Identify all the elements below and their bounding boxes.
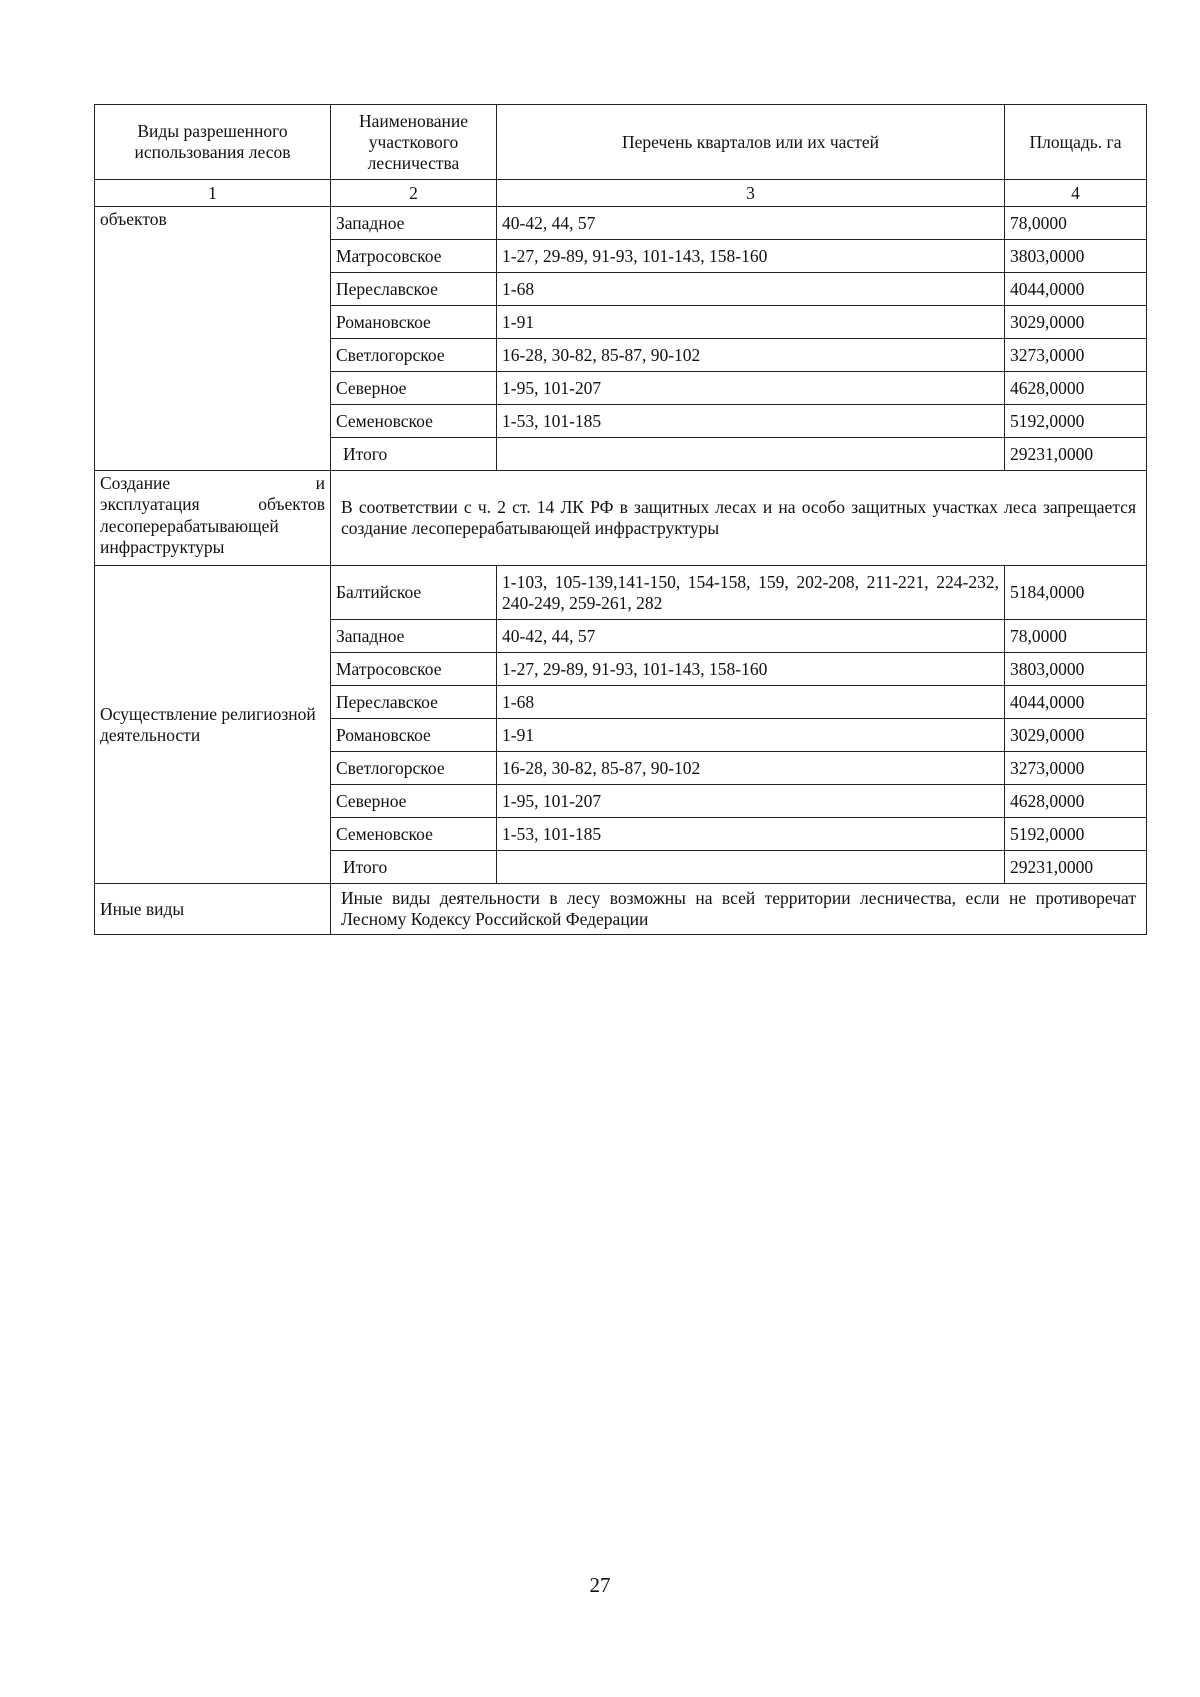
quarters-cell: 1-53, 101-185	[497, 405, 1005, 438]
table-header-row	[95, 105, 1147, 180]
forestry-cell: Балтийское	[331, 566, 497, 620]
table-row	[95, 207, 1147, 240]
header-forestry: Наименование участкового лесничества	[331, 105, 497, 180]
restriction-note: В соответствии с ч. 2 ст. 14 ЛК РФ в защитных лесах и на особо защитных участках леса запрещается создание лесоперерабатывающей инфраструктуры	[331, 471, 1147, 566]
use-type-cell: объектов	[95, 207, 331, 471]
forestry-cell: Северное	[331, 785, 497, 818]
forestry-cell: Матросовское	[331, 653, 497, 686]
quarters-cell: 1-27, 29-89, 91-93, 101-143, 158-160	[497, 240, 1005, 273]
area-cell: 3029,0000	[1005, 719, 1147, 752]
area-cell: 3273,0000	[1005, 752, 1147, 785]
column-number: 4	[1005, 180, 1147, 207]
area-cell: 4044,0000	[1005, 273, 1147, 306]
use-type-line: инфраструктуры	[100, 537, 225, 558]
table-row	[95, 884, 1147, 935]
total-label: Итого	[331, 438, 497, 471]
quarters-cell: 1-68	[497, 273, 1005, 306]
quarters-cell: 1-91	[497, 306, 1005, 339]
area-cell: 78,0000	[1005, 620, 1147, 653]
forestry-cell: Переславское	[331, 686, 497, 719]
area-cell: 3803,0000	[1005, 240, 1147, 273]
forest-use-table	[94, 104, 1147, 935]
page-number: 27	[589, 1573, 611, 1597]
header-area: Площадь. га	[1005, 105, 1147, 180]
use-type-word: Создание	[100, 473, 171, 493]
forestry-cell: Семеновское	[331, 405, 497, 438]
column-number: 1	[95, 180, 331, 207]
quarters-cell	[497, 851, 1005, 884]
use-type-line: лесоперерабатывающей	[100, 515, 279, 536]
forestry-cell: Романовское	[331, 306, 497, 339]
total-area: 29231,0000	[1005, 438, 1147, 471]
area-cell: 4628,0000	[1005, 372, 1147, 405]
forestry-cell: Семеновское	[331, 818, 497, 851]
area-cell: 3029,0000	[1005, 306, 1147, 339]
forestry-cell: Светлогорское	[331, 752, 497, 785]
area-cell: 78,0000	[1005, 207, 1147, 240]
quarters-cell: 1-68	[497, 686, 1005, 719]
quarters-cell: 1-95, 101-207	[497, 785, 1005, 818]
forestry-cell: Переславское	[331, 273, 497, 306]
area-cell: 5192,0000	[1005, 818, 1147, 851]
quarters-cell: 16-28, 30-82, 85-87, 90-102	[497, 752, 1005, 785]
forestry-cell: Северное	[331, 372, 497, 405]
area-cell: 4044,0000	[1005, 686, 1147, 719]
forestry-cell: Светлогорское	[331, 339, 497, 372]
column-number: 3	[497, 180, 1005, 207]
total-area: 29231,0000	[1005, 851, 1147, 884]
column-number-row	[95, 180, 1147, 207]
other-activities-note: Иные виды деятельности в лесу возможны на всей территории лесничества, если не противоречат Лесному Кодексу Российской Федерации	[331, 884, 1147, 935]
table-row	[95, 471, 1147, 566]
quarters-cell: 40-42, 44, 57	[497, 620, 1005, 653]
header-quarters: Перечень кварталов или их частей	[497, 105, 1005, 180]
area-cell: 5192,0000	[1005, 405, 1147, 438]
quarters-cell: 1-53, 101-185	[497, 818, 1005, 851]
quarters-cell: 1-27, 29-89, 91-93, 101-143, 158-160	[497, 653, 1005, 686]
quarters-cell: 1-95, 101-207	[497, 372, 1005, 405]
area-cell: 4628,0000	[1005, 785, 1147, 818]
forestry-cell: Матросовское	[331, 240, 497, 273]
quarters-cell: 1-91	[497, 719, 1005, 752]
forestry-cell: Западное	[331, 620, 497, 653]
table-row	[95, 566, 1147, 620]
header-use-type: Виды разрешенного использования лесов	[95, 105, 331, 180]
area-cell: 5184,0000	[1005, 566, 1147, 620]
area-cell: 3273,0000	[1005, 339, 1147, 372]
use-type-cell: Иные виды	[95, 884, 331, 935]
column-number: 2	[331, 180, 497, 207]
quarters-cell	[497, 438, 1005, 471]
use-type-cell	[95, 471, 331, 566]
forestry-cell: Романовское	[331, 719, 497, 752]
use-type-line: эксплуатация объектов	[100, 494, 325, 515]
quarters-cell: 16-28, 30-82, 85-87, 90-102	[497, 339, 1005, 372]
quarters-cell: 40-42, 44, 57	[497, 207, 1005, 240]
area-cell: 3803,0000	[1005, 653, 1147, 686]
quarters-cell: 1-103, 105-139,141-150, 154-158, 159, 202-208, 211-221, 224-232, 240-249, 259-261, 282	[497, 566, 1005, 620]
use-type-cell: Осуществление религиозной деятельности	[95, 566, 331, 884]
forestry-cell: Западное	[331, 207, 497, 240]
total-label: Итого	[331, 851, 497, 884]
use-type-word: и	[315, 473, 325, 493]
